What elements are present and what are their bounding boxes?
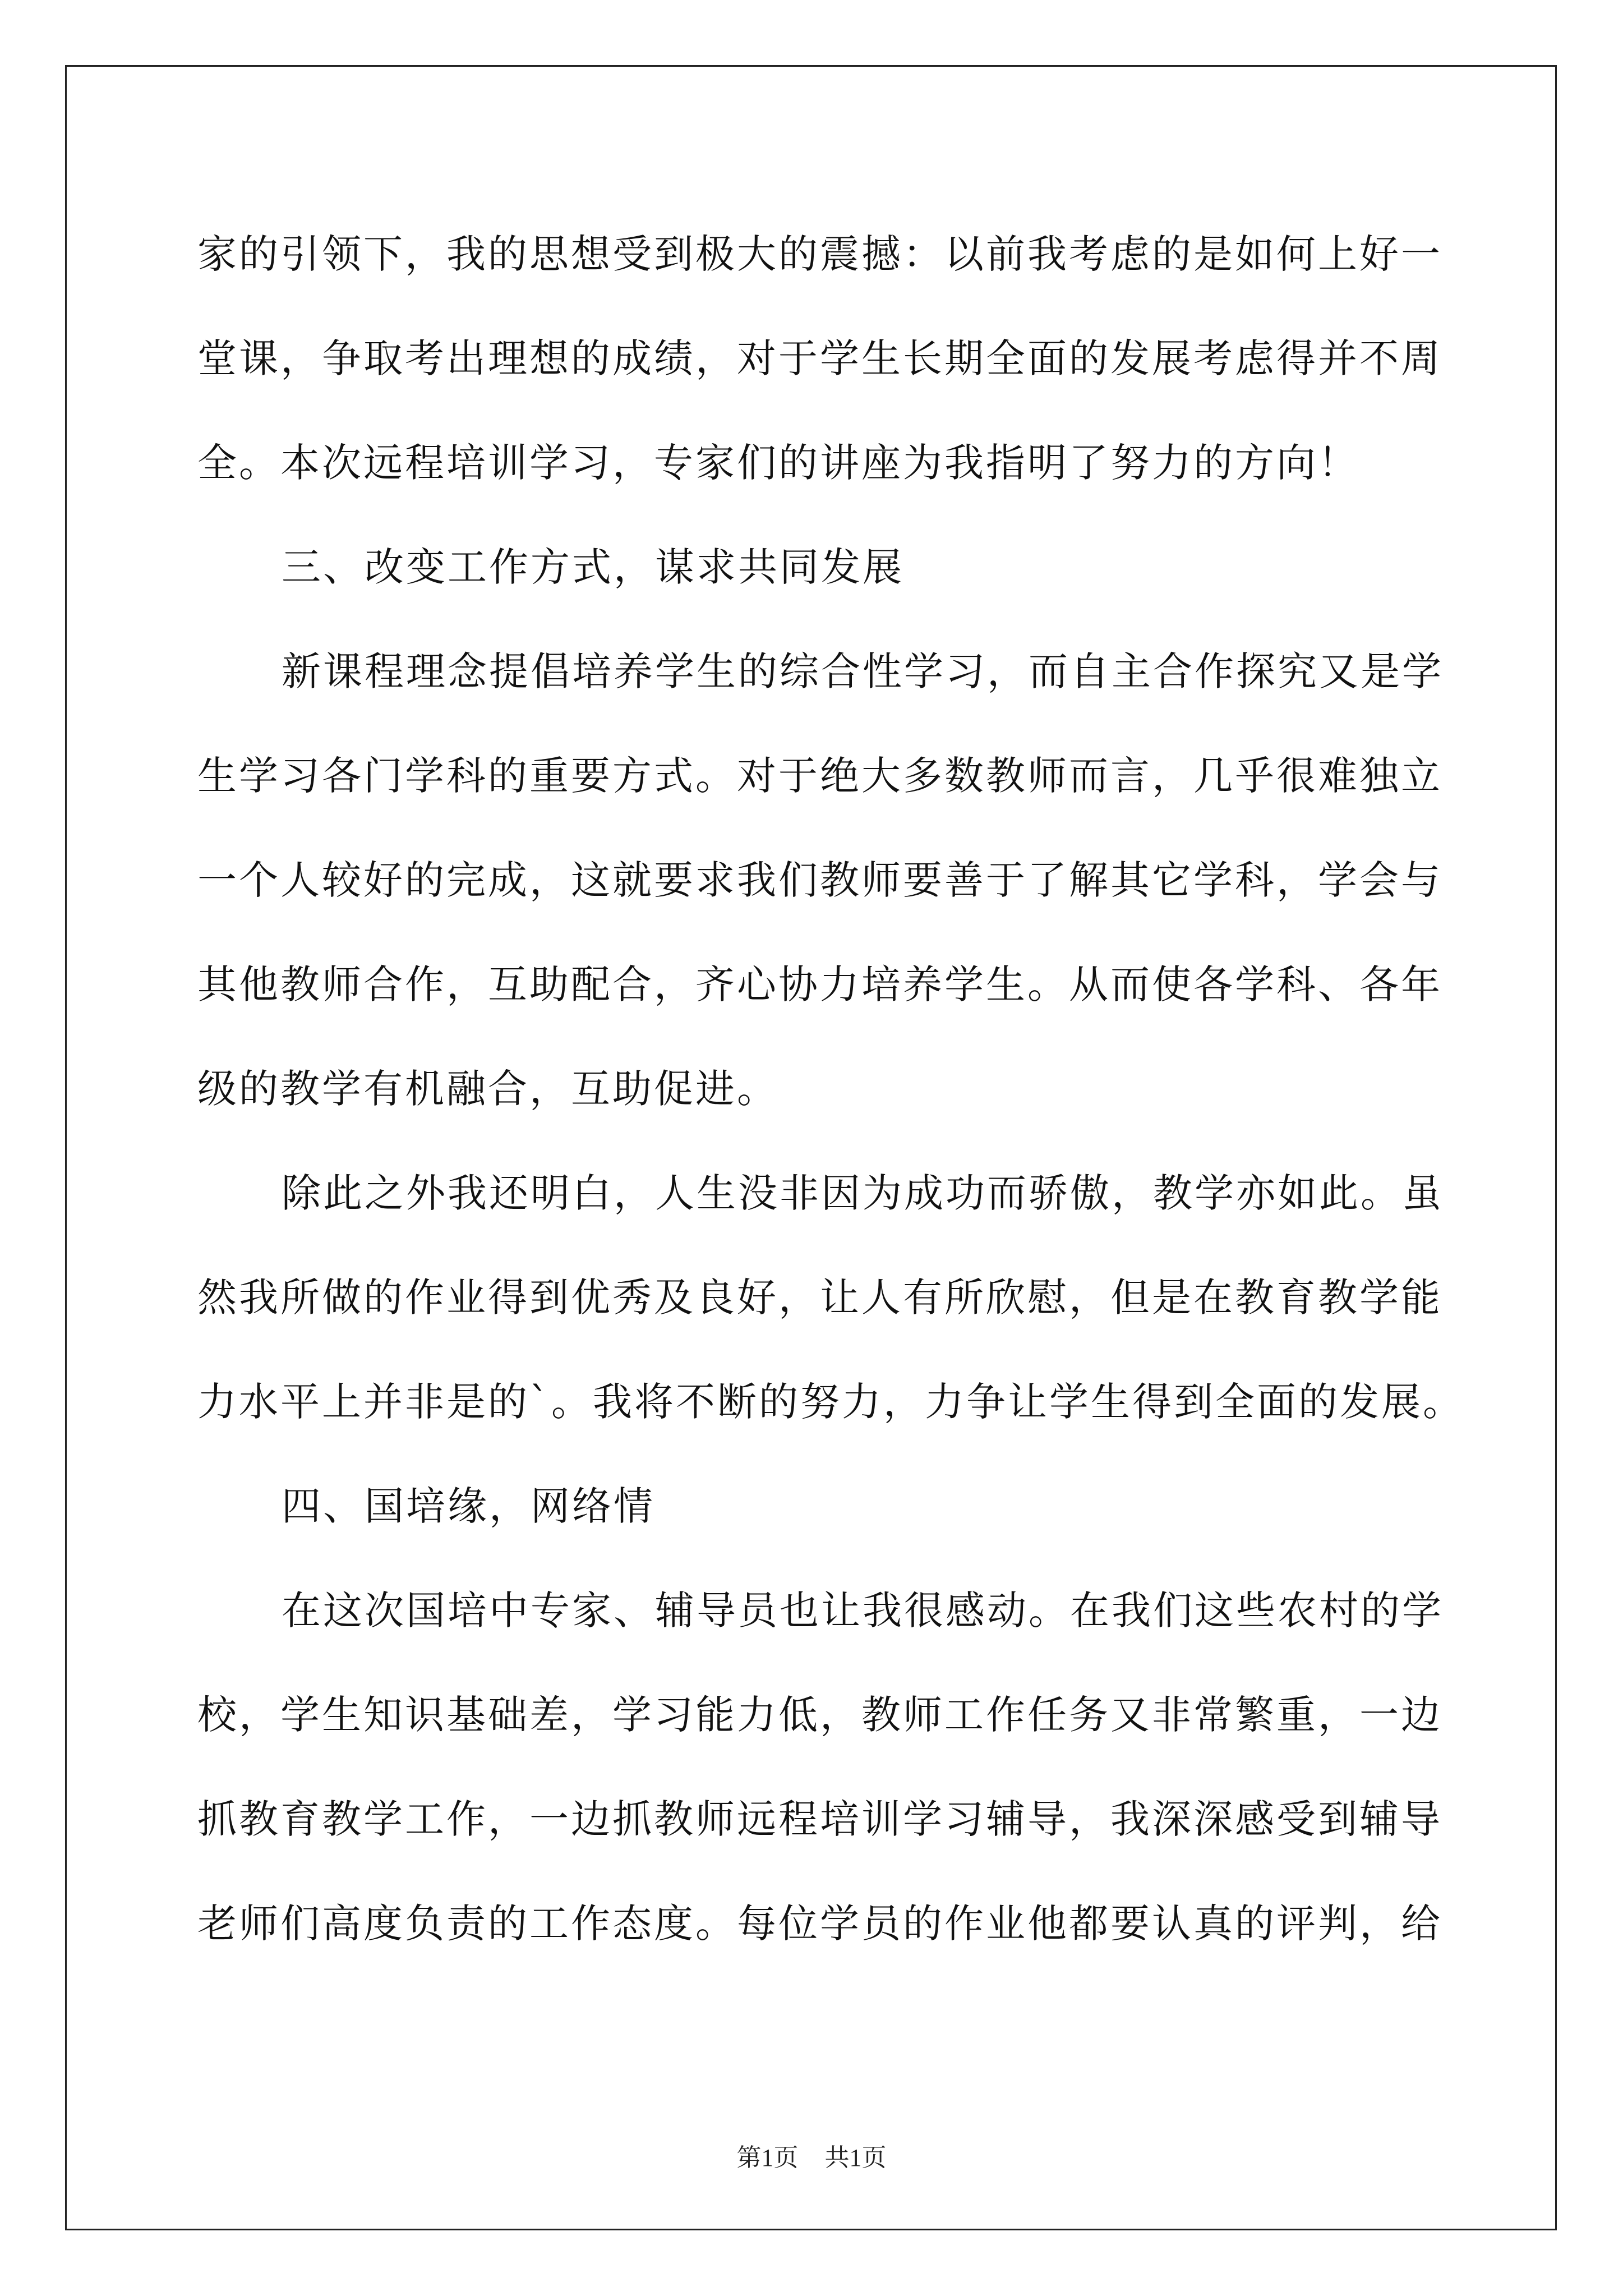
page-number: 第1页 — [736, 2144, 799, 2171]
page-total: 共1页 — [824, 2144, 887, 2171]
text-line: 家的引领下，我的思想受到极大的震撼：以前我考虑的是如何上好一 — [197, 231, 1442, 277]
paragraph-start: 新课程理念提倡培养学生的综合性学习，而自主合作探究又是学 — [282, 648, 1444, 694]
text-line: 一个人较好的完成，这就要求我们教师要善于了解其它学科，学会与 — [197, 857, 1442, 903]
paragraph-start: 除此之外我还明白，人生没非因为成功而骄傲，教学亦如此。虽 — [282, 1170, 1444, 1216]
document-body — [197, 202, 1464, 1976]
text-line: 级的教学有机融合，互助促进。 — [197, 1066, 778, 1112]
text-line: 全。本次远程培训学习，专家们的讲座为我指明了努力的方向！ — [197, 440, 1359, 486]
text-line: 然我所做的作业得到优秀及良好，让人有所欣慰，但是在教育教学能 — [197, 1274, 1442, 1320]
page-footer — [0, 2137, 1623, 2173]
text-line: 校，学生知识基础差，学习能力低，教师工作任务又非常繁重，一边 — [197, 1692, 1442, 1738]
section-heading: 三、改变工作方式，谋求共同发展 — [282, 544, 904, 590]
text-line: 生学习各门学科的重要方式。对于绝大多数教师而言，几乎很难独立 — [197, 753, 1442, 799]
text-line: 堂课，争取考出理想的成绩，对于学生长期全面的发展考虑得并不周 — [197, 335, 1442, 381]
paragraph-start: 在这次国培中专家、辅导员也让我很感动。在我们这些农村的学 — [282, 1588, 1444, 1634]
text-line: 抓教育教学工作，一边抓教师远程培训学习辅导，我深深感受到辅导 — [197, 1796, 1442, 1842]
text-line: 力水平上并非是的`。我将不断的努力，力争让学生得到全面的发展。 — [197, 1379, 1464, 1425]
text-line: 老师们高度负责的工作态度。每位学员的作业他都要认真的评判，给 — [197, 1901, 1442, 1947]
section-heading: 四、国培缘，网络情 — [282, 1483, 655, 1529]
text-line: 其他教师合作，互助配合，齐心协力培养学生。从而使各学科、各年 — [197, 961, 1442, 1007]
